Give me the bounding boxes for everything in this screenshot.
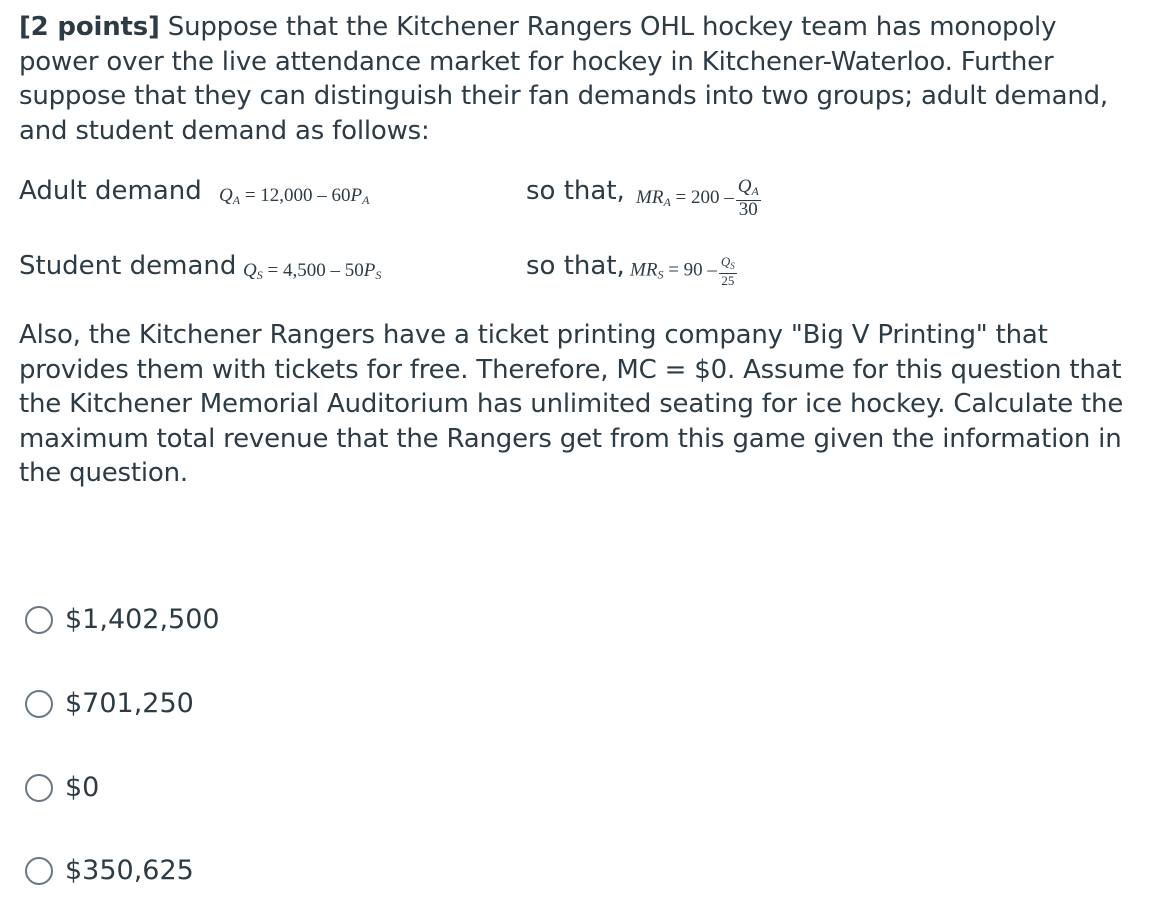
answer-option-4[interactable] <box>25 853 194 889</box>
question-intro <box>19 10 1139 148</box>
adult-demand-label: Adult demand <box>19 176 202 206</box>
answer-option-label[interactable]: $350,625 <box>65 855 194 886</box>
answer-option-label[interactable]: $1,402,500 <box>65 604 220 635</box>
radio-button-icon[interactable] <box>25 606 53 634</box>
student-sothat: so that, <box>526 251 625 281</box>
points-label: [2 points] <box>19 12 160 42</box>
intro-text: Suppose that the Kitchener Rangers OHL hockey team has monopoly power over the live attendance market for hockey in Kitchener-Waterloo. Further suppose that they can distinguish their fan demands into two groups; adult demand, and student demand as follows: <box>19 12 1108 146</box>
radio-button-icon[interactable] <box>25 690 53 718</box>
student-demand-row <box>19 249 1139 293</box>
answer-option-1[interactable] <box>25 602 220 638</box>
answer-option-label[interactable]: $0 <box>65 772 100 803</box>
question-body-text: Also, the Kitchener Rangers have a ticket printing company "Big V Printing" that provides them with tickets for free. Therefore, MC = $0. Assume for this question that the Kitchener Memorial Auditorium has unlimited seating for ice hockey. Calculate the maximum total revenue that the Rangers get from this game given the information in the question. <box>19 320 1124 488</box>
question-body <box>19 318 1139 491</box>
radio-button-icon[interactable] <box>25 774 53 802</box>
answer-option-label[interactable]: $701,250 <box>65 688 194 719</box>
student-demand-label: Student demand <box>19 251 237 281</box>
adult-mr-fraction: $\frac{Q_A}{30}$ <box>737 176 759 220</box>
student-mr-equation: $MR_S = 90$ – $\frac{Q_S}{25}$ <box>630 254 735 288</box>
student-demand-equation: $Q_S = 4,500 - 50P_S$ <box>243 260 382 282</box>
answer-option-3[interactable] <box>25 770 99 806</box>
answer-option-2[interactable] <box>25 686 194 722</box>
adult-demand-equation: $Q_A = 12,000 - 60P_A$ <box>219 185 370 207</box>
adult-sothat: so that, <box>526 176 625 206</box>
student-mr-fraction: $\frac{Q_S}{25}$ <box>720 254 735 288</box>
adult-demand-row <box>19 174 1139 218</box>
radio-button-icon[interactable] <box>25 857 53 885</box>
question-text <box>19 10 1139 148</box>
adult-mr-equation: $MR_A = 200$ – $\frac{Q_A}{30}$ <box>636 176 759 220</box>
